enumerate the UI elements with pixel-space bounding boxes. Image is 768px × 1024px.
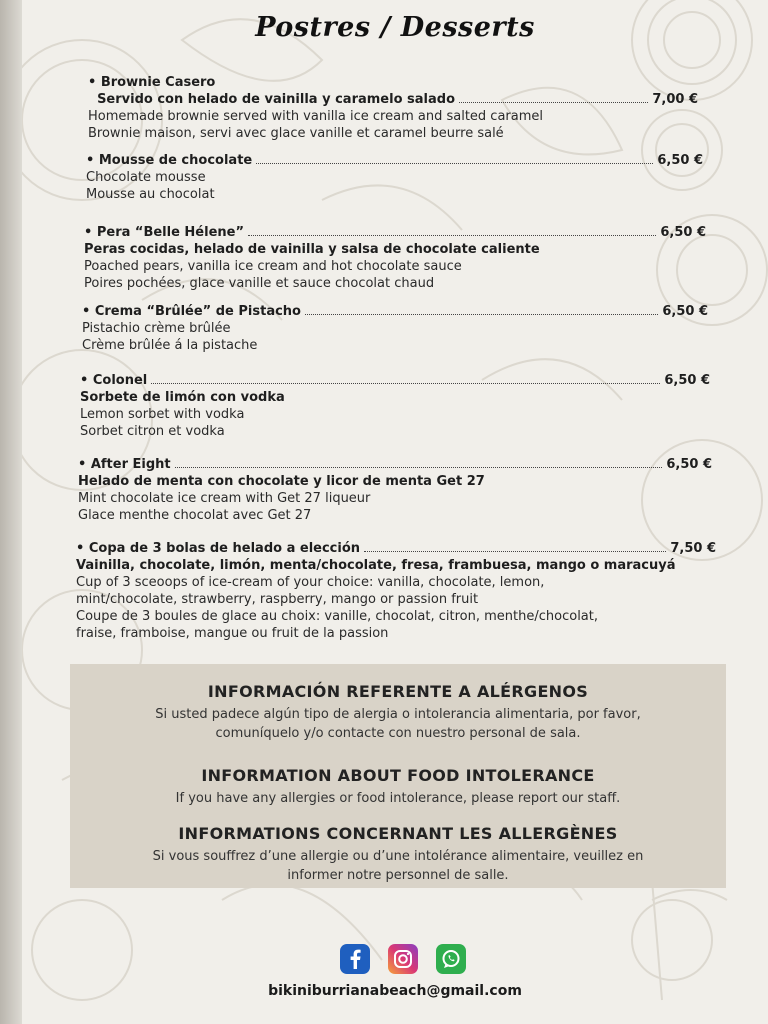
- item-desc-fr-line1: Coupe de 3 boules de glace au choix: vanille, chocolat, citron, menthe/chocolat,: [76, 609, 598, 624]
- item-desc-fr: Crème brûlée á la pistache: [82, 338, 258, 353]
- item-price: 7,50 €: [670, 541, 716, 556]
- item-bullet: •: [82, 304, 95, 319]
- contact-email[interactable]: bikiniburrianabeach@gmail.com: [268, 983, 522, 999]
- item-desc-en: Lemon sorbet with vodka: [80, 407, 245, 422]
- item-desc-en: Mint chocolate ice cream with Get 27 liqueur: [78, 491, 371, 506]
- item-subtitle: Vainilla, chocolate, limón, menta/chocolate, fresa, frambuesa, mango o maracuyá: [76, 558, 676, 573]
- allergen-text-fr-line1: Si vous souffrez d’une allergie ou d’une intolérance alimentaire, veuillez en: [152, 849, 644, 864]
- dot-leader: [248, 235, 656, 236]
- item-price: 6,50 €: [666, 457, 712, 472]
- item-price: 6,50 €: [662, 304, 708, 319]
- menu-item-mousse: [86, 152, 703, 203]
- dot-leader: [256, 163, 653, 164]
- allergen-text-es-line2: comuníquelo y/o contacte con nuestro personal de sala.: [215, 726, 581, 741]
- item-desc-en: Homemade brownie served with vanilla ice cream and salted caramel: [88, 109, 543, 124]
- item-price: 6,50 €: [664, 373, 710, 388]
- item-desc-fr: Sorbet citron et vodka: [80, 424, 225, 439]
- item-desc-fr: Mousse au chocolat: [86, 187, 215, 202]
- item-price: 6,50 €: [660, 225, 706, 240]
- allergen-text-en-line1: If you have any allergies or food intolerance, please report our staff.: [175, 791, 621, 806]
- item-name: Brownie Casero: [100, 75, 216, 90]
- dot-leader: [364, 551, 666, 552]
- item-desc-en-line1: Cup of 3 sceoops of ice-cream of your choice: vanilla, chocolate, lemon,: [76, 575, 545, 590]
- menu-page: [22, 0, 768, 1024]
- allergen-heading-en: INFORMATION ABOUT FOOD INTOLERANCE: [201, 766, 595, 785]
- item-desc-en: Chocolate mousse: [86, 170, 206, 185]
- menu-item-crema: [82, 303, 708, 354]
- dot-leader: [305, 314, 658, 315]
- item-subtitle: Helado de menta con chocolate y licor de menta Get 27: [78, 474, 485, 489]
- item-name: After Eight: [90, 457, 171, 472]
- item-name: Crema “Brûlée” de Pistacho: [94, 304, 301, 319]
- item-bullet: •: [76, 541, 89, 556]
- menu-item-colonel: [80, 372, 710, 440]
- allergen-text-es-line1: Si usted padece algún tipo de alergia o intolerancia alimentaria, por favor,: [155, 707, 641, 722]
- item-desc-fr: Glace menthe chocolat avec Get 27: [78, 508, 312, 523]
- allergen-heading-es: INFORMACIÓN REFERENTE A ALÉRGENOS: [207, 682, 589, 701]
- item-bullet: •: [88, 75, 101, 90]
- allergen-text-fr-line2: informer notre personnel de salle.: [287, 868, 509, 883]
- item-price: 7,00 €: [652, 92, 698, 107]
- dot-leader: [459, 102, 648, 103]
- allergen-section-es: [70, 682, 726, 743]
- item-desc-fr-line2: fraise, framboise, mangue ou fruit de la passion: [76, 626, 389, 641]
- item-desc-en-line2: mint/chocolate, strawberry, raspberry, mango or passion fruit: [76, 592, 479, 607]
- page-title: Postres / Desserts: [255, 12, 535, 43]
- menu-item-pera: [84, 224, 706, 292]
- item-subtitle: Servido con helado de vainilla y caramelo salado: [97, 92, 456, 107]
- dot-leader: [151, 383, 660, 384]
- item-name: Colonel: [92, 373, 148, 388]
- item-bullet: •: [86, 153, 99, 168]
- item-desc-en: Poached pears, vanilla ice cream and hot chocolate sauce: [84, 259, 462, 274]
- facebook-icon[interactable]: [340, 944, 370, 974]
- item-desc-fr: Brownie maison, servi avec glace vanille et caramel beurre salé: [88, 126, 504, 141]
- item-name: Pera “Belle Hélene”: [96, 225, 245, 240]
- item-desc-fr: Poires pochées, glace vanille et sauce chocolat chaud: [84, 276, 435, 291]
- item-subtitle: Peras cocidas, helado de vainilla y salsa de chocolate caliente: [84, 242, 540, 257]
- item-name: Mousse de chocolate: [98, 153, 253, 168]
- item-bullet: •: [84, 225, 97, 240]
- allergen-heading-fr: INFORMATIONS CONCERNANT LES ALLERGÈNES: [178, 824, 618, 843]
- item-name: Copa de 3 bolas de helado a elección: [88, 541, 361, 556]
- allergen-section-fr: [70, 824, 726, 885]
- dot-leader: [175, 467, 663, 468]
- whatsapp-icon[interactable]: [436, 944, 466, 974]
- menu-item-brownie: [88, 74, 698, 142]
- item-price: 6,50 €: [657, 153, 703, 168]
- item-desc-en: Pistachio crème brûlée: [82, 321, 231, 336]
- allergen-info-box: [70, 664, 726, 888]
- menu-item-after-eight: [78, 456, 712, 524]
- allergen-section-en: [70, 766, 726, 808]
- menu-item-copa: [76, 540, 716, 642]
- item-bullet: •: [80, 373, 93, 388]
- instagram-icon[interactable]: [388, 944, 418, 974]
- item-subtitle: Sorbete de limón con vodka: [80, 390, 285, 405]
- item-bullet: •: [78, 457, 91, 472]
